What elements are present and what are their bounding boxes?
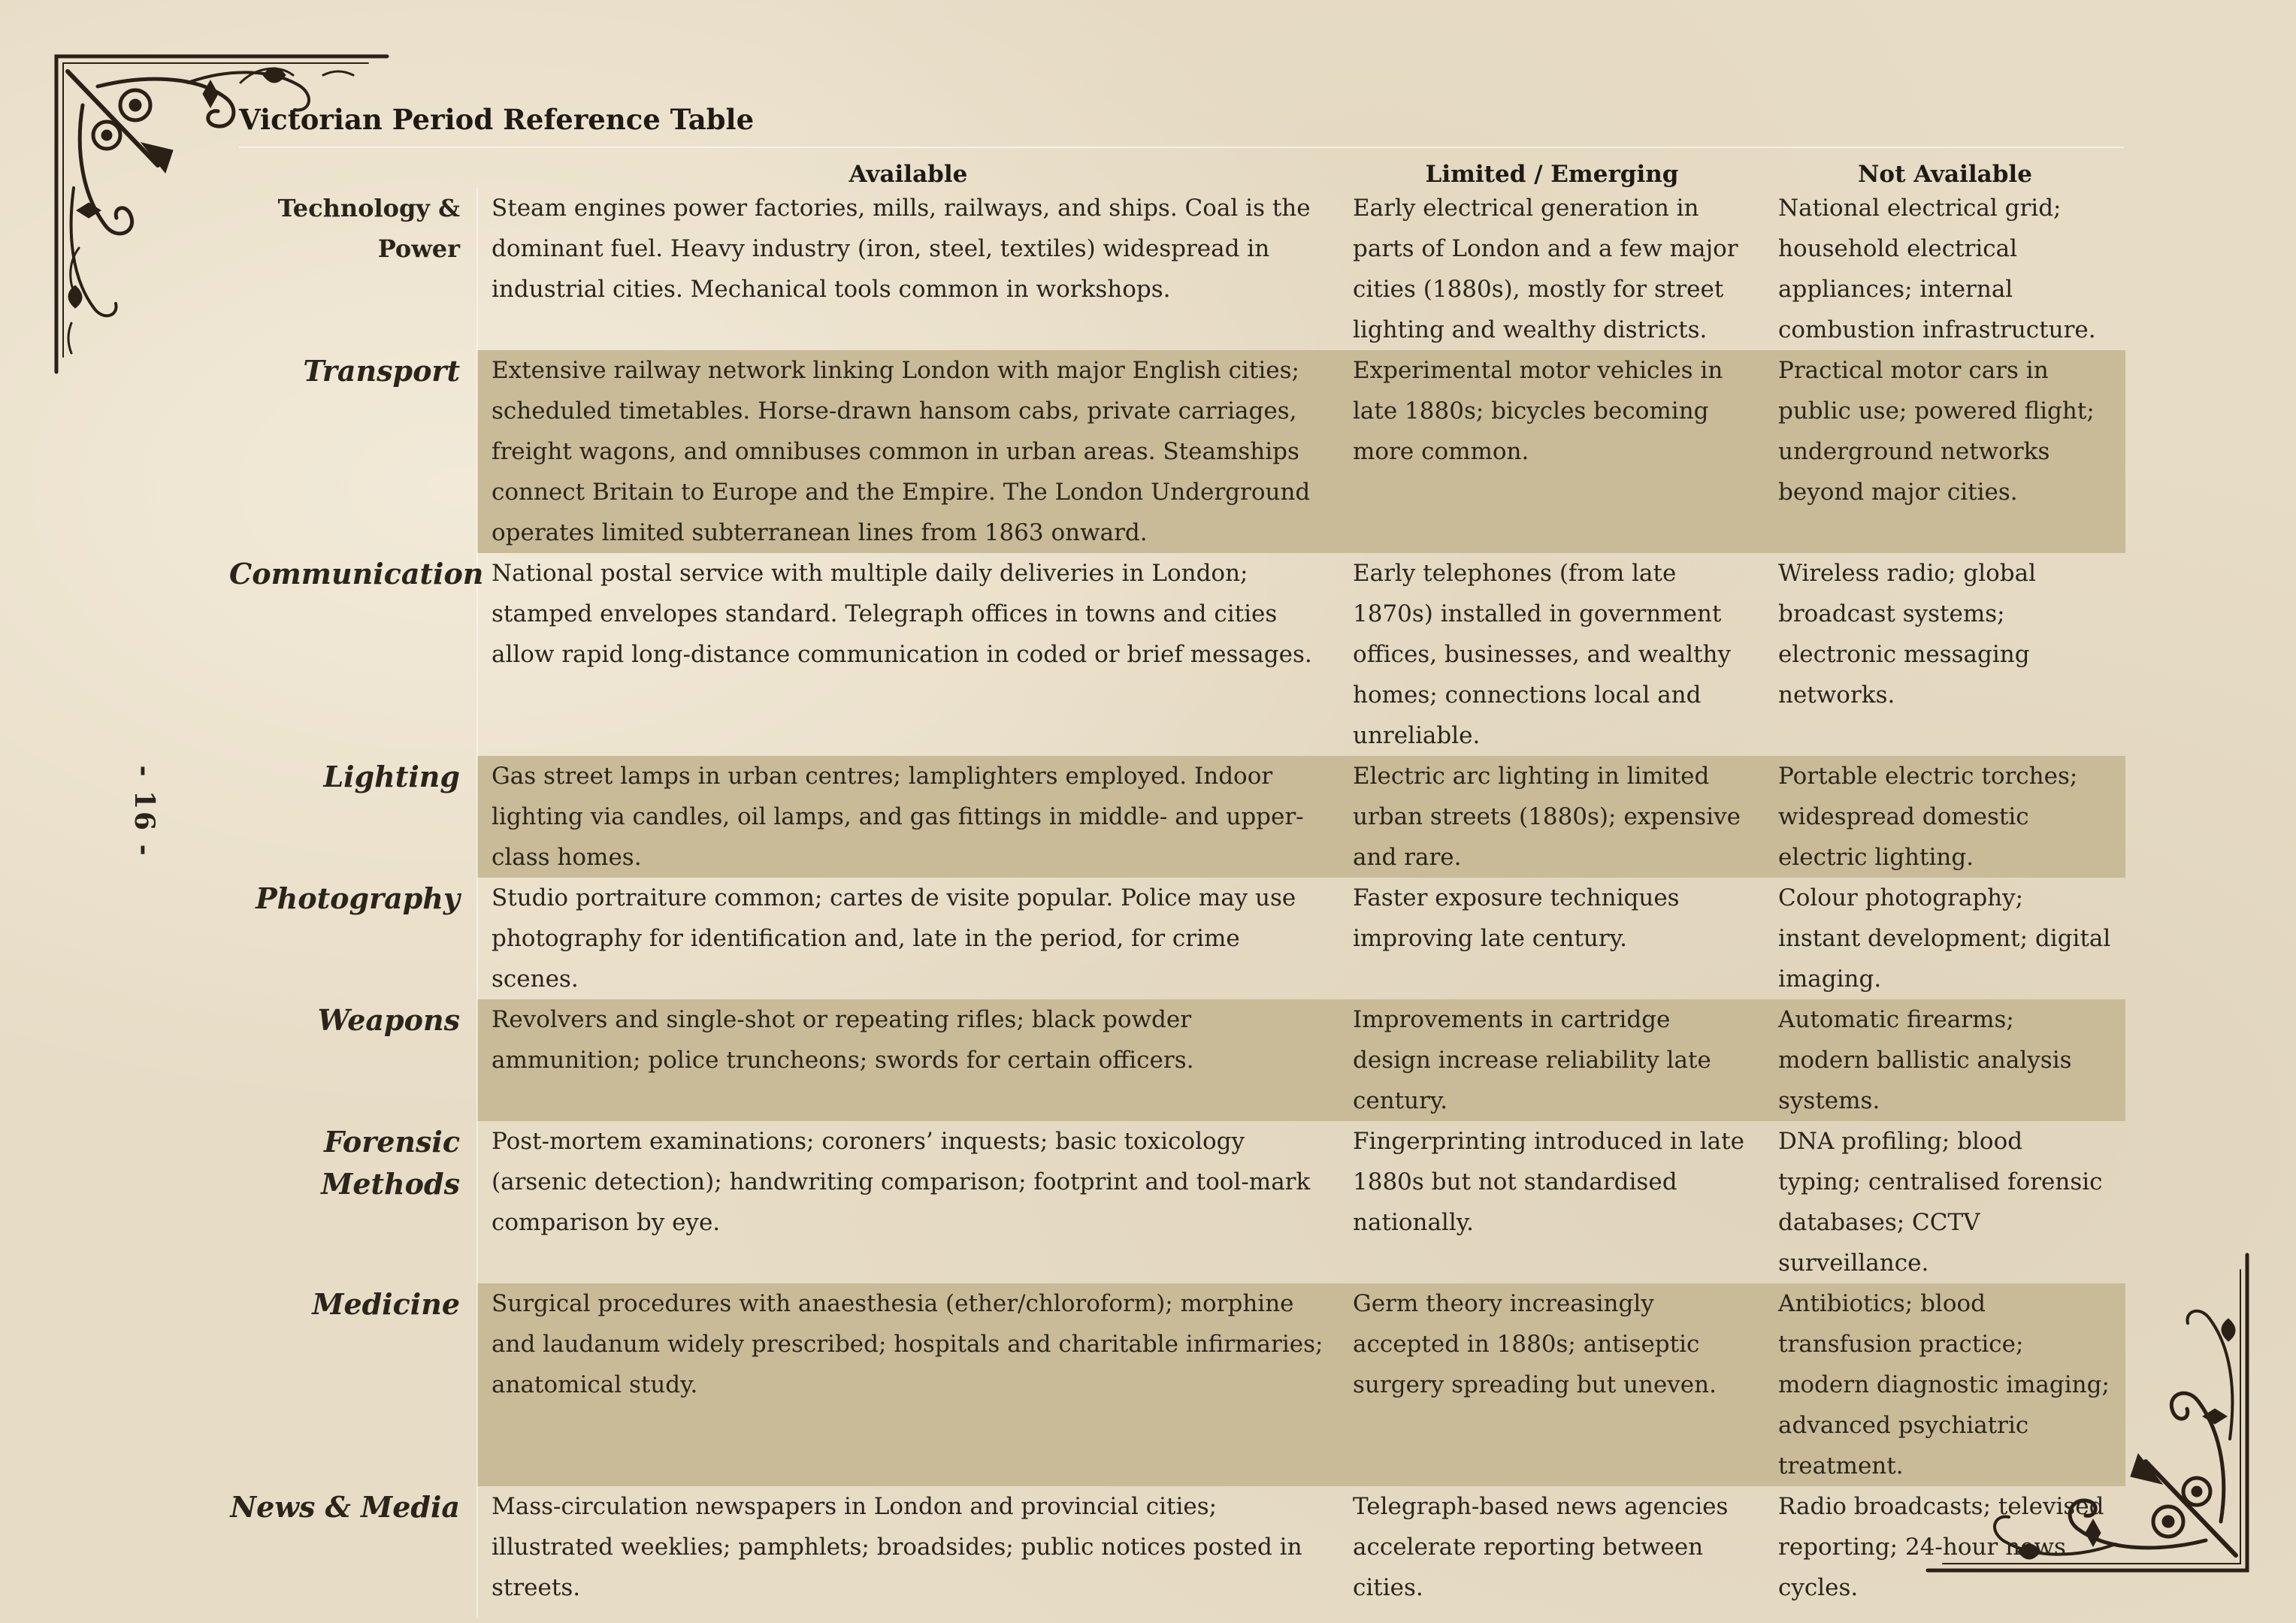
cell-limited: Telegraph-based news agencies accelerate reporting between cities. — [1353, 1493, 1729, 1601]
cell-available: Studio portraiture common; cartes de visite popular. Police may use photography for identification and, late in the period, for crime scenes. — [492, 884, 1296, 993]
cell-limited: Early telephones (from late 1870s) installed in government offices, businesses, and wealthy homes; connections local and unreliable. — [1353, 560, 1732, 749]
page-number: - 16 - — [129, 765, 160, 858]
cell-not-available: Practical motor cars in public use; powered flight; underground networks beyond major cities. — [1765, 350, 2125, 553]
row-label-photography: Photography — [229, 878, 477, 999]
table-row-lighting — [229, 756, 2125, 878]
row-label-lighting: Lighting — [229, 756, 477, 878]
cell-not-available: Antibiotics; blood transfusion practice; modern diagnostic imaging; advanced psychiatric treatment. — [1765, 1283, 2125, 1486]
header-empty — [229, 149, 477, 188]
cell-available: Mass-circulation newspapers in London and provincial cities; illustrated weeklies; pamphlets; broadsides; public notices posted in streets. — [492, 1493, 1302, 1601]
cell-not-available: Wireless radio; global broadcast systems; electronic messaging networks. — [1778, 560, 2037, 709]
cell-available: Surgical procedures with anaesthesia (ether/chloroform); morphine and laudanum widely prescribed; hospitals and charitable infirmaries; anatomical study. — [477, 1283, 1339, 1486]
column-header-not-available: Not Available — [1858, 161, 2032, 188]
cell-limited: Early electrical generation in parts of London and a few major cities (1880s), mostly for street lighting and wealthy districts. — [1353, 195, 1738, 343]
table-row-transport — [229, 350, 2125, 553]
table-row-medicine — [229, 1283, 2125, 1486]
cell-available: Steam engines power factories, mills, railways, and ships. Coal is the dominant fuel. Heavy industry (iron, steel, textiles) widespread in industrial cities. Mechanical tools common in workshops. — [492, 195, 1311, 303]
reference-table — [229, 149, 2125, 1618]
cell-not-available: Colour photography; instant development; digital imaging. — [1778, 884, 2111, 993]
cell-not-available: DNA profiling; blood typing; centralised forensic databases; CCTV surveillance. — [1778, 1128, 2103, 1277]
cell-not-available: Radio broadcasts; televised reporting; 24-hour news cycles. — [1778, 1493, 2104, 1601]
cell-not-available: National electrical grid; household electrical appliances; internal combustion infrastructure. — [1778, 195, 2096, 343]
cell-limited: Electric arc lighting in limited urban streets (1880s); expensive and rare. — [1339, 756, 1765, 878]
cell-available: Gas street lamps in urban centres; lamplighters employed. Indoor lighting via candles, oil lamps, and gas fittings in middle- and upper-class homes. — [477, 756, 1339, 878]
row-label-transport: Transport — [229, 350, 477, 553]
table-header-row — [229, 149, 2125, 188]
table-row-technology — [229, 188, 2125, 350]
cell-available: Extensive railway network linking London with major English cities; scheduled timetables. Horse-drawn hansom cabs, private carriages, freight wagons, and omnibuses common in urban areas. Steamships connect Britain to Europe and the Empire. The London Underground operates limited subterranean lines from 1863 onward. — [477, 350, 1339, 553]
cell-limited: Improvements in cartridge design increase reliability late century. — [1339, 999, 1765, 1121]
row-label-forensic: Forensic Methods — [229, 1121, 477, 1283]
cell-not-available: Portable electric torches; widespread domestic electric lighting. — [1765, 756, 2125, 878]
row-label-technology: Technology & Power — [229, 188, 477, 350]
row-label-news-media: News & Media — [229, 1486, 477, 1618]
row-label-communication: Communication — [229, 553, 477, 756]
document-title: Victorian Period Reference Table — [239, 103, 755, 136]
column-header-available: Available — [849, 161, 968, 188]
cell-available: Post-mortem examinations; coroners’ inquests; basic toxicology (arsenic detection); handwriting comparison; footprint and tool-mark comparison by eye. — [492, 1128, 1311, 1236]
table-row-forensic — [229, 1121, 2125, 1283]
column-header-limited: Limited / Emerging — [1425, 161, 1679, 188]
cell-limited: Faster exposure techniques improving late century. — [1353, 884, 1680, 952]
cell-limited: Experimental motor vehicles in late 1880s; bicycles becoming more common. — [1339, 350, 1765, 553]
cell-not-available: Automatic firearms; modern ballistic analysis systems. — [1765, 999, 2125, 1121]
table-row-communication — [229, 553, 2125, 756]
row-label-weapons: Weapons — [229, 999, 477, 1121]
cell-available: National postal service with multiple daily deliveries in London; stamped envelopes standard. Telegraph offices in towns and cities allow rapid long-distance communication in coded or brief messages. — [492, 560, 1312, 668]
title-divider — [239, 147, 2124, 148]
cell-available: Revolvers and single-shot or repeating rifles; black powder ammunition; police truncheons; swords for certain officers. — [477, 999, 1339, 1121]
cell-limited: Fingerprinting introduced in late 1880s but not standardised nationally. — [1353, 1128, 1744, 1236]
row-label-medicine: Medicine — [229, 1283, 477, 1486]
cell-limited: Germ theory increasingly accepted in 1880s; antiseptic surgery spreading but uneven. — [1339, 1283, 1765, 1486]
table-row-photography — [229, 878, 2125, 999]
table-row-news-media — [229, 1486, 2125, 1618]
table-row-weapons — [229, 999, 2125, 1121]
